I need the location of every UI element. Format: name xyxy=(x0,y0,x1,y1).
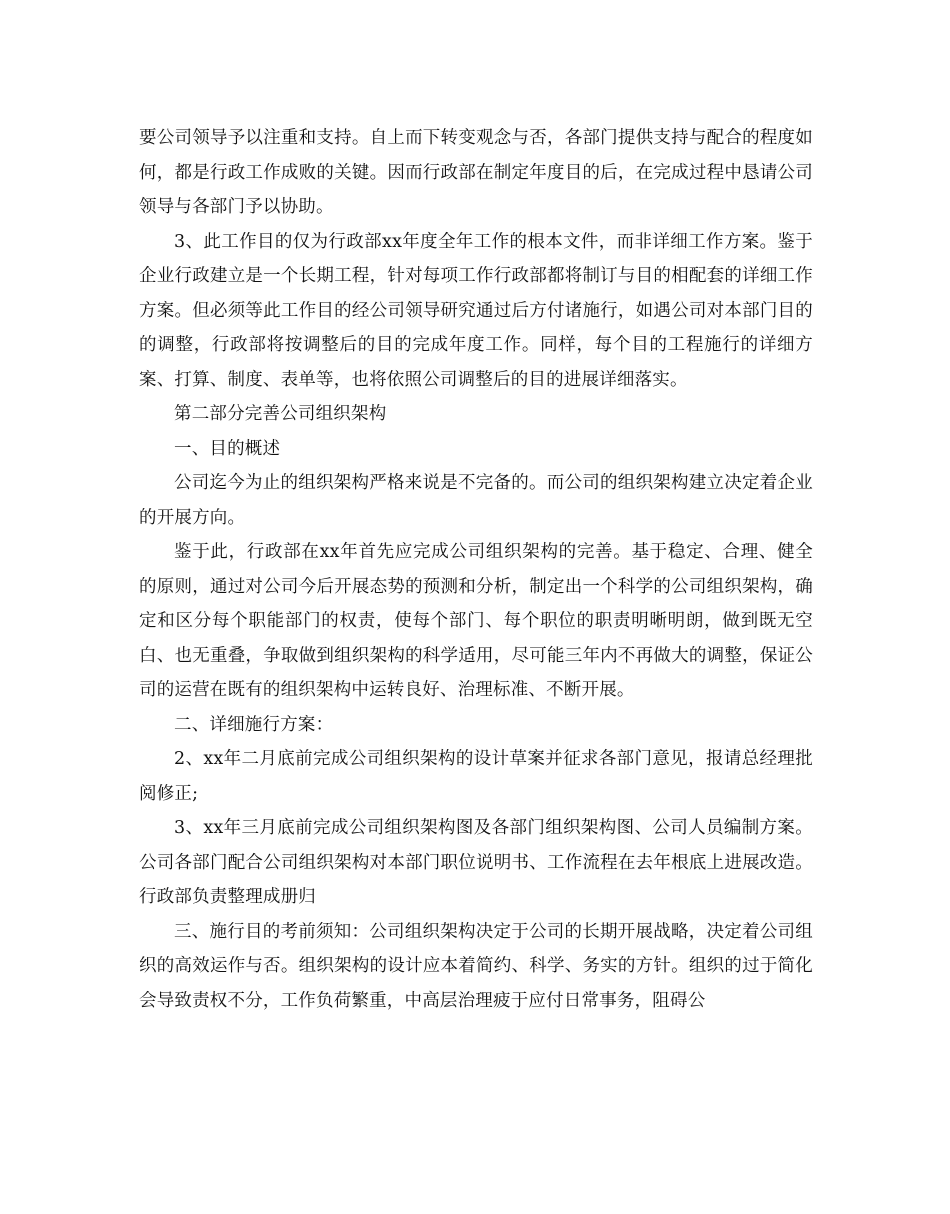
paragraph-plan-item-2: 2、xx年二月底前完成公司组织架构的设计草案并征求各部门意见，报请总经理批阅修正; xyxy=(139,749,813,804)
document-body xyxy=(139,121,813,1018)
paragraph-notes: 三、施行目的考前须知：公司组织架构决定于公司的长期开展战略，决定着公司组织的高效运作与否。组织架构的设计应本着简约、科学、务实的方针。组织的过于简化会导致责权不分，工作负荷繁重，中高层治理疲于应付日常事务，阻碍公 xyxy=(139,921,813,1011)
paragraph-continuation: 要公司领导予以注重和支持。自上而下转变观念与否，各部门提供支持与配合的程度如何，都是行政工作成败的关键。因而行政部在制定年度目的后，在完成过程中恳请公司领导与各部门予以协助。 xyxy=(139,128,813,217)
section-heading: 第二部分完善公司组织架构 xyxy=(174,404,387,424)
paragraph-plan-item-3: 3、xx年三月底前完成公司组织架构图及各部门组织架构图、公司人员编制方案。公司各部门配合公司组织架构对本部门职位说明书、工作流程在去年根底上进展改造。行政部负责整理成册归 xyxy=(139,818,813,907)
paragraph-goal: 鉴于此，行政部在xx年首先应完成公司组织架构的完善。基于稳定、合理、健全的原则，通过对公司今后开展态势的预测和分析，制定出一个科学的公司组织架构，确定和区分每个职能部门的权责，使每个部门、每个职位的职责明晰明朗，做到既无空白、也无重叠，争取做到组织架构的科学适用，尽可能三年内不再做大的调整，保证公司的运营在既有的组织架构中运转良好、治理标准、不断开展。 xyxy=(139,542,813,700)
subheading-plan: 二、详细施行方案： xyxy=(174,714,334,735)
subheading-overview: 一、目的概述 xyxy=(174,438,281,459)
paragraph-overview: 公司迄今为止的组织架构严格来说是不完备的。而公司的组织架构建立决定着企业的开展方向。 xyxy=(139,473,813,528)
paragraph-item-3: 3、此工作目的仅为行政部xx年度全年工作的根本文件，而非详细工作方案。鉴于企业行政建立是一个长期工程，针对每项工作行政部都将制订与目的相配套的详细工作方案。但必须等此工作目的经公司领导研究通过后方付诸施行，如遇公司对本部门目的的调整，行政部将按调整后的目的完成年度工作。同样，每个目的工程施行的详细方案、打算、制度、表单等，也将依照公司调整后的目的进展详细落实。 xyxy=(139,231,813,390)
